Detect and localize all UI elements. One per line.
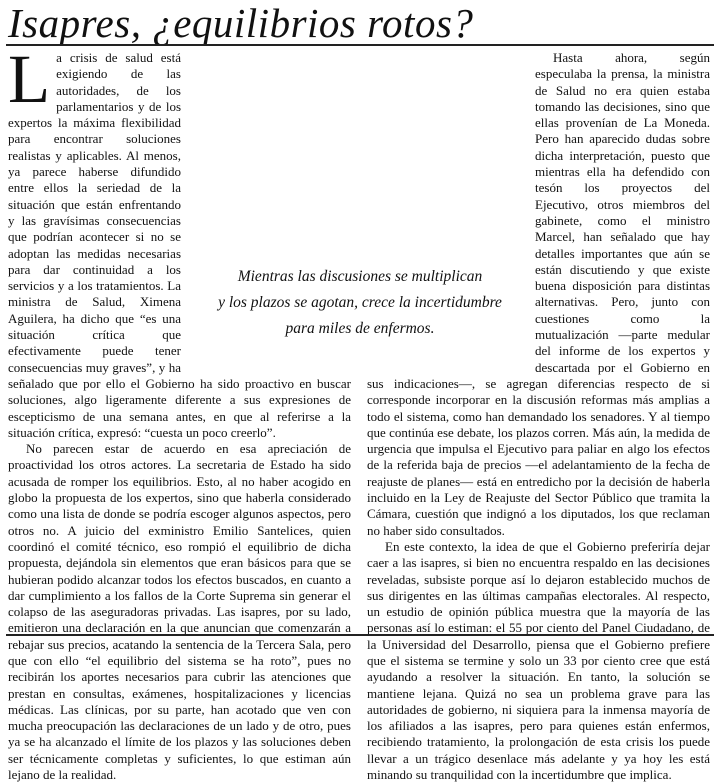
pull-quote-line-3: para miles de enfermos. bbox=[285, 320, 435, 337]
right-paragraph-2: En este contexto, la idea de que el Gobierno preferiría dejar caer a las isapres, si bien no encuentra respaldo en las decisiones reveladas, subsiste porque así lo dejaron establecido muchos de sus dirigentes en las últimas campañas electorales. Al respecto, un estudio de opinión pública muestra que la mayoría de las personas así lo estiman: el 55 por ciento del Panel Ciudadano, de la Universidad del Desarrollo, piensa que el Gobierno prefiere que el sistema se termine y solo un 33 por ciento cree que está ayudando a resolver la situación. En tanto, la solución se mantiene lejana. Quizá no sea un problema grave para las autoridades de gobierno, ni siquiera para la inmensa mayoría de los afiliados a las isapres, pero para quienes están enfermos, recibiendo tratamiento, la prolongación de esta crisis los puede llevar a un trágico desenlace más adelante y ya hoy les está minando su tranquilidad con la incertidumbre que implica. bbox=[367, 538, 710, 783]
left-paragraph-1 bbox=[8, 41, 351, 441]
right-column bbox=[367, 50, 710, 783]
title-rule bbox=[6, 44, 714, 46]
pull-quote bbox=[190, 262, 530, 344]
left-paragraph-1-text: a crisis de salud está exigiendo de las autoridades, de los parlamentarios y de los expertos la máxima flexibilidad para encontrar soluciones realistas y aplicables. Al menos, ya parece haberse difundido entre ellos la seriedad de la situación que están enfrentando y las gravísimas consecuencias que podrían acontecer si no se adoptan las medidas necesarias para dar continuidad a los servicios y a los tratamientos. La ministra de Salud, Ximena Aguilera, ha dicho que “es una situación crítica que efectivamente puede tener consecuencias muy graves”, y ha señalado que por ello el Gobierno ha sido proactivo en buscar soluciones, algo ligeramente diferente a sus expresiones de escepticismo de una semana antes, en que al referirse a la situación crítica, expresó: “cuesta un poco creerlo”. bbox=[8, 50, 351, 440]
drop-cap: L bbox=[8, 41, 51, 117]
left-column bbox=[8, 41, 351, 783]
bottom-rule bbox=[6, 634, 714, 636]
pull-quote-line-1: Mientras las discusiones se multiplican bbox=[237, 268, 483, 285]
pull-quote-line-2: y los plazos se agotan, crece la incertidumbre bbox=[218, 294, 502, 311]
left-paragraph-2: No parecen estar de acuerdo en esa apreciación de proactividad los otros actores. La secretaria de Estado ha sido acusada de romper los equilibrios. Esto, al no haber acogido en globo la propuesta de los expertos, sino que haberla considerado como una lista de donde se podría escoger algunos aspectos, pero otros no. A juicio del exministro Emilio Santelices, quien coordinó el comité técnico, eso rompió el equilibrio de dicha propuesta, dejándola sin elementos que eran básicos para que se hubieran podido alcanzar todos los efectos buscados, en cuanto a dar cumplimiento a los fallos de la Corte Suprema sin generar el colapso de las aseguradoras privadas. Las isapres, por su lado, emitieron una declaración en la que anuncian que comenzarán a rebajar sus precios, acatando la sentencia de la Tercera Sala, pero que con ello “el equilibrio del sistema se ha roto”, pues no recibirán los aportes necesarios para cubrir las atenciones que prestan en consultas, exámenes, hospitalizaciones y licencias médicas. Las clínicas, por su parte, han acotado que ven con mucha preocupación las declaraciones de un lado y de otro, pues ya se ha alcanzado el límite de los plazos y las soluciones deben ser técnicamente completas y suficientes, lo que estiman aún lejano de la realidad. bbox=[8, 441, 351, 783]
right-paragraph-1: Hasta ahora, según especulaba la prensa, la ministra de Salud no era quien estaba tomando las decisiones, sino que ellas provenían de La Moneda. Pero han aparecido dudas sobre dicha interpretación, puesto que mientras ella ha defendido con tesón los proyectos del Ejecutivo, otros miembros del gabinete, como el ministro Marcel, han señalado que hay detalles importantes que aún se están discutiendo y que existe buena disposición para distintas alternativas. Pero, junto con cuestiones como la mutualización —parte medular del informe de los expertos y descartada por el Gobierno en sus indicaciones—, se agregan diferencias respecto de si corresponde incorporar en la discusión reformas más amplias a todo el sistema, como han demandado los senadores. Y al tiempo que continúa ese debate, los plazos corren. Más aún, la medida de urgencia que impulsa el Ejecutivo para paliar en algo los efectos de la referida baja de precios —el adelantamiento de la fecha de reajuste de planes— está en entredicho por la decisión de haberla incluido en la Ley de Reajuste del Sector Público que tramita la Cámara, cuestión que indignó a los diputados, los que reclaman no haber sido consultados. bbox=[367, 50, 710, 538]
article-title: Isapres, ¿equilibrios rotos? bbox=[8, 0, 474, 46]
